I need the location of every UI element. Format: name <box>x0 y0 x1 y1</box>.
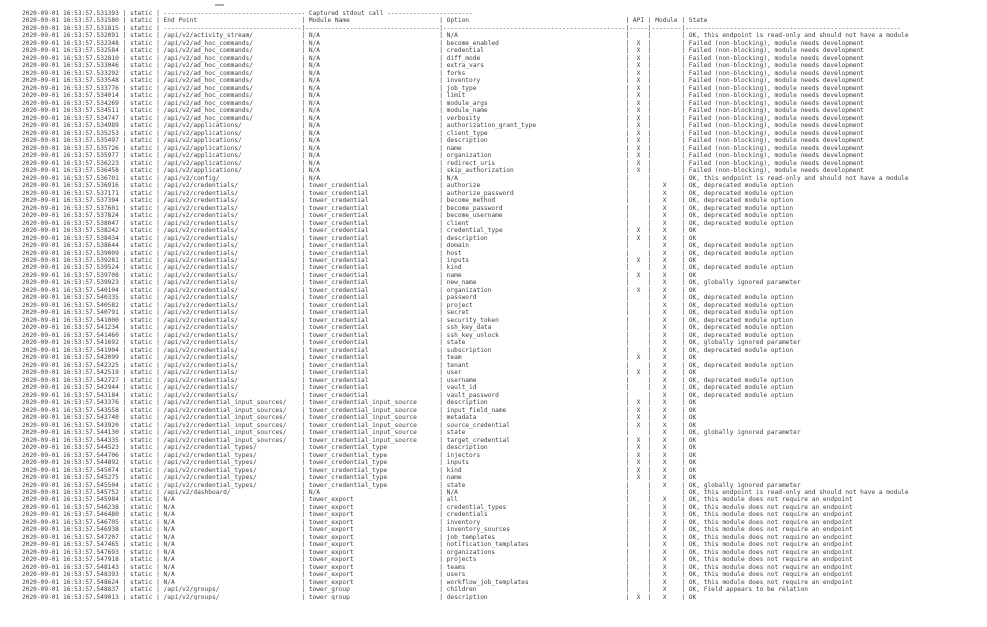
log-row: 2020-09-01 16:53:57.538047 | static | /api/v2/credentials/ | tower_credential | client | | X | OK, deprecated module option <box>22 219 794 227</box>
clipped-previous-line-fragment <box>215 4 224 6</box>
log-row: 2020-09-01 16:53:57.547693 | static | N/A | tower_export | organizations | | X | OK, this module does not require an endpoint <box>22 548 853 556</box>
log-row: 2020-09-01 16:53:57.543184 | static | /api/v2/credentials/ | tower_credential | vault_password | | X | OK, deprecated module option <box>22 391 794 399</box>
log-separator-line: 2020-09-01 16:53:57.531815 | static | -------------------------------------|------------------------------------|-------------------------------------------------|-----|--------|---------------------------------------------------------- <box>22 24 902 32</box>
log-row: 2020-09-01 16:53:57.533292 | static | /api/v2/ad_hoc_commands/ | N/A | forks | X | | Failed (non-blocking), module needs development <box>22 69 864 77</box>
log-row: 2020-09-01 16:53:57.537601 | static | /api/v2/credentials/ | tower_credential | become_password | | X | OK, deprecated module option <box>22 204 794 212</box>
log-row: 2020-09-01 16:53:57.536223 | static | /api/v2/applications/ | N/A | redirect_uris | X | | Failed (non-blocking), module needs development <box>22 159 864 167</box>
log-row: 2020-09-01 16:53:57.532348 | static | /api/v2/ad_hoc_commands/ | N/A | become_enabled | X | | Failed (non-blocking), module needs development <box>22 39 864 47</box>
log-row: 2020-09-01 16:53:57.547465 | static | N/A | tower_export | notification_templates | | X | OK, this module does not require an endpoint <box>22 541 853 549</box>
log-row: 2020-09-01 16:53:57.539009 | static | /api/v2/credentials/ | tower_credential | host | | X | OK, deprecated module option <box>22 249 794 257</box>
log-row: 2020-09-01 16:53:57.543376 | static | /api/v2/credential_input_sources/ | tower_credential_input_source | description | X | X | OK <box>22 399 697 407</box>
log-row: 2020-09-01 16:53:57.537171 | static | /api/v2/credentials/ | tower_credential | authorize_password | | X | OK, deprecated module option <box>22 189 794 197</box>
log-row: 2020-09-01 16:53:57.545275 | static | /api/v2/credential_types/ | tower_credential_type | name | X | X | OK <box>22 474 697 482</box>
log-row: 2020-09-01 16:53:57.535497 | static | /api/v2/applications/ | N/A | description | X | | Failed (non-blocking), module needs development <box>22 137 864 145</box>
log-row: 2020-09-01 16:53:57.532810 | static | /api/v2/ad_hoc_commands/ | N/A | diff_mode | X | | Failed (non-blocking), module needs development <box>22 54 864 62</box>
log-row: 2020-09-01 16:53:57.545752 | static | /api/v2/dashboard/ | N/A | N/A | | | OK, this endpoint is read-only and should not have a module <box>22 489 909 496</box>
log-row: 2020-09-01 16:53:57.539524 | static | /api/v2/credentials/ | tower_credential | kind | | X | OK, deprecated module option <box>22 264 794 272</box>
log-row: 2020-09-01 16:53:57.532584 | static | /api/v2/ad_hoc_commands/ | N/A | credential | X | | Failed (non-blocking), module needs development <box>22 47 864 55</box>
log-row: 2020-09-01 16:53:57.542944 | static | /api/v2/credentials/ | tower_credential | vault_id | | X | OK, deprecated module option <box>22 384 794 392</box>
log-row: 2020-09-01 16:53:57.545074 | static | /api/v2/credential_types/ | tower_credential_type | kind | X | X | OK <box>22 466 697 474</box>
log-row: 2020-09-01 16:53:57.546705 | static | N/A | tower_export | inventory | | X | OK, this module does not require an endpoint <box>22 518 853 526</box>
log-row: 2020-09-01 16:53:57.545504 | static | /api/v2/credential_types/ | tower_credential_type | state | | X | OK, globally ignored parameter <box>22 481 801 489</box>
log-row: 2020-09-01 16:53:57.542727 | static | /api/v2/credentials/ | tower_credential | username | | X | OK, deprecated module option <box>22 376 794 384</box>
log-row: 2020-09-01 16:53:57.534269 | static | /api/v2/ad_hoc_commands/ | N/A | module_args | X | | Failed (non-blocking), module needs development <box>22 99 864 107</box>
log-banner-line: 2020-09-01 16:53:57.531393 | static | -------------------------------------- Captured stdout call ----------------------- <box>22 10 473 17</box>
log-row: 2020-09-01 16:53:57.539708 | static | /api/v2/credentials/ | tower_credential | name | X | X | OK <box>22 271 697 279</box>
log-row: 2020-09-01 16:53:57.542519 | static | /api/v2/credentials/ | tower_credential | user | X | X | OK <box>22 369 697 377</box>
log-row: 2020-09-01 16:53:57.533776 | static | /api/v2/ad_hoc_commands/ | N/A | job_type | X | | Failed (non-blocking), module needs development <box>22 84 864 92</box>
log-row: 2020-09-01 16:53:57.543558 | static | /api/v2/credential_input_sources/ | tower_credential_input_source | input_field_name | X | X | OK <box>22 406 697 414</box>
log-row: 2020-09-01 16:53:57.535253 | static | /api/v2/applications/ | N/A | client_type | X | | Failed (non-blocking), module needs development <box>22 129 864 137</box>
log-row: 2020-09-01 16:53:57.538242 | static | /api/v2/credentials/ | tower_credential | credential_type | X | X | OK <box>22 227 697 235</box>
log-row: 2020-09-01 16:53:57.534014 | static | /api/v2/ad_hoc_commands/ | N/A | limit | X | | Failed (non-blocking), module needs development <box>22 92 864 100</box>
log-row: 2020-09-01 16:53:57.540582 | static | /api/v2/credentials/ | tower_credential | project | | X | OK, deprecated module option <box>22 301 794 309</box>
log-row: 2020-09-01 16:53:57.536916 | static | /api/v2/credentials/ | tower_credential | authorize | | X | OK, deprecated module option <box>22 182 794 190</box>
log-row: 2020-09-01 16:53:57.538434 | static | /api/v2/credentials/ | tower_credential | description | X | X | OK <box>22 234 697 242</box>
log-row: 2020-09-01 16:53:57.544335 | static | /api/v2/credential_input_sources/ | tower_credential_input_source | target_credential | X | X | OK <box>22 436 697 444</box>
log-row: 2020-09-01 16:53:57.541460 | static | /api/v2/credentials/ | tower_credential | ssh_key_unlock | | X | OK, deprecated module option <box>22 331 794 339</box>
log-row: 2020-09-01 16:53:57.548393 | static | N/A | tower_export | users | | X | OK, this module does not require an endpoint <box>22 571 853 579</box>
log-row: 2020-09-01 16:53:57.532091 | static | /api/v2/activity_stream/ | N/A | N/A | | | OK, this endpoint is read-only and should not have a module <box>22 32 909 40</box>
log-row: 2020-09-01 16:53:57.545984 | static | N/A | tower_export | all | | X | OK, this module does not require an endpoint <box>22 496 853 504</box>
log-row: 2020-09-01 16:53:57.541904 | static | /api/v2/credentials/ | tower_credential | subscription | | X | OK, deprecated module option <box>22 346 794 354</box>
log-row: 2020-09-01 16:53:57.546238 | static | N/A | tower_export | credential_types | | X | OK, this module does not require an endpoint <box>22 503 853 511</box>
log-row: 2020-09-01 16:53:57.546938 | static | N/A | tower_export | inventory_sources | | X | OK, this module does not require an endpoint <box>22 526 853 534</box>
log-row: 2020-09-01 16:53:57.533046 | static | /api/v2/ad_hoc_commands/ | N/A | extra_vars | X | | Failed (non-blocking), module needs development <box>22 62 864 70</box>
log-row: 2020-09-01 16:53:57.542099 | static | /api/v2/credentials/ | tower_credential | team | X | X | OK <box>22 354 697 362</box>
log-row: 2020-09-01 16:53:57.535977 | static | /api/v2/applications/ | N/A | organization | X | | Failed (non-blocking), module needs development <box>22 152 864 160</box>
log-row: 2020-09-01 16:53:57.546480 | static | N/A | tower_export | credentials | | X | OK, this module does not require an endpoint <box>22 511 853 519</box>
log-row: 2020-09-01 16:53:57.541234 | static | /api/v2/credentials/ | tower_credential | ssh_key_data | | X | OK, deprecated module option <box>22 324 794 332</box>
log-row: 2020-09-01 16:53:57.538644 | static | /api/v2/credentials/ | tower_credential | domain | | X | OK, deprecated module option <box>22 242 794 250</box>
log-row: 2020-09-01 16:53:57.540791 | static | /api/v2/credentials/ | tower_credential | secret | | X | OK, deprecated module option <box>22 309 794 317</box>
log-row: 2020-09-01 16:53:57.548624 | static | N/A | tower_export | workflow_job_templates | | X | OK, this module does not require an endpoint <box>22 578 853 586</box>
log-row: 2020-09-01 16:53:57.542325 | static | /api/v2/credentials/ | tower_credential | tenant | | X | OK, deprecated module option <box>22 361 794 369</box>
log-row: 2020-09-01 16:53:57.541000 | static | /api/v2/credentials/ | tower_credential | security_token | | X | OK, deprecated module option <box>22 316 794 324</box>
log-row: 2020-09-01 16:53:57.544706 | static | /api/v2/credential_types/ | tower_credential_type | injectors | X | X | OK <box>22 451 697 459</box>
log-row: 2020-09-01 16:53:57.535726 | static | /api/v2/applications/ | N/A | name | X | | Failed (non-blocking), module needs development <box>22 144 864 152</box>
log-row: 2020-09-01 16:53:57.549013 | static | /api/v2/groups/ | tower_group | description | X | X | OK <box>22 593 697 600</box>
log-row: 2020-09-01 16:53:57.539281 | static | /api/v2/credentials/ | tower_credential | inputs | X | X | OK <box>22 256 697 264</box>
log-row: 2020-09-01 16:53:57.547918 | static | N/A | tower_export | projects | | X | OK, this module does not require an endpoint <box>22 556 853 564</box>
log-row: 2020-09-01 16:53:57.547207 | static | N/A | tower_export | job_templates | | X | OK, this module does not require an endpoint <box>22 533 853 541</box>
log-row: 2020-09-01 16:53:57.533548 | static | /api/v2/ad_hoc_commands/ | N/A | inventory | X | | Failed (non-blocking), module needs development <box>22 77 864 85</box>
log-row: 2020-09-01 16:53:57.543740 | static | /api/v2/credential_input_sources/ | tower_credential_input_source | metadata | X | X | OK <box>22 414 697 422</box>
log-row: 2020-09-01 16:53:57.544892 | static | /api/v2/credential_types/ | tower_credential_type | inputs | X | X | OK <box>22 459 697 467</box>
log-row: 2020-09-01 16:53:57.540335 | static | /api/v2/credentials/ | tower_credential | password | | X | OK, deprecated module option <box>22 294 794 302</box>
log-row: 2020-09-01 16:53:57.548837 | static | /api/v2/groups/ | tower_group | children | | X | OK, Field appears to be relation <box>22 586 809 594</box>
log-row: 2020-09-01 16:53:57.540104 | static | /api/v2/credentials/ | tower_credential | organization | X | X | OK <box>22 286 697 294</box>
log-row: 2020-09-01 16:53:57.536458 | static | /api/v2/applications/ | N/A | skip_authorization | X | | Failed (non-blocking), module needs development <box>22 167 864 175</box>
log-row: 2020-09-01 16:53:57.543920 | static | /api/v2/credential_input_sources/ | tower_credential_input_source | source_credential | X | X | OK <box>22 421 697 429</box>
log-row: 2020-09-01 16:53:57.534989 | static | /api/v2/applications/ | N/A | authorization_grant_type | X | | Failed (non-blocking), module needs development <box>22 122 864 130</box>
captured-stdout-log <box>22 10 982 600</box>
log-row: 2020-09-01 16:53:57.537824 | static | /api/v2/credentials/ | tower_credential | become_username | | X | OK, deprecated module option <box>22 212 794 220</box>
log-row: 2020-09-01 16:53:57.548143 | static | N/A | tower_export | teams | | X | OK, this module does not require an endpoint <box>22 563 853 571</box>
log-row: 2020-09-01 16:53:57.544523 | static | /api/v2/credential_types/ | tower_credential_type | description | X | X | OK <box>22 444 697 452</box>
log-row: 2020-09-01 16:53:57.544130 | static | /api/v2/credential_input_sources/ | tower_credential_input_source | state | | X | OK, globally ignored parameter <box>22 429 801 437</box>
log-row: 2020-09-01 16:53:57.534511 | static | /api/v2/ad_hoc_commands/ | N/A | module_name | X | | Failed (non-blocking), module needs development <box>22 107 864 115</box>
log-header-line: 2020-09-01 16:53:57.531580 | static | End Point | Module Name | Option | API | Module | State <box>22 17 708 25</box>
log-row: 2020-09-01 16:53:57.541692 | static | /api/v2/credentials/ | tower_credential | state | | X | OK, globally ignored parameter <box>22 339 801 347</box>
log-row: 2020-09-01 16:53:57.534747 | static | /api/v2/ad_hoc_commands/ | N/A | verbosity | X | | Failed (non-blocking), module needs development <box>22 114 864 122</box>
log-row: 2020-09-01 16:53:57.537394 | static | /api/v2/credentials/ | tower_credential | become_method | | X | OK, deprecated module option <box>22 197 794 205</box>
log-row: 2020-09-01 16:53:57.539923 | static | /api/v2/credentials/ | tower_credential | new_name | | X | OK, globally ignored parameter <box>22 279 801 287</box>
log-row: 2020-09-01 16:53:57.536701 | static | /api/v2/config/ | N/A | N/A | | | OK, this endpoint is read-only and should not have a module <box>22 174 909 182</box>
